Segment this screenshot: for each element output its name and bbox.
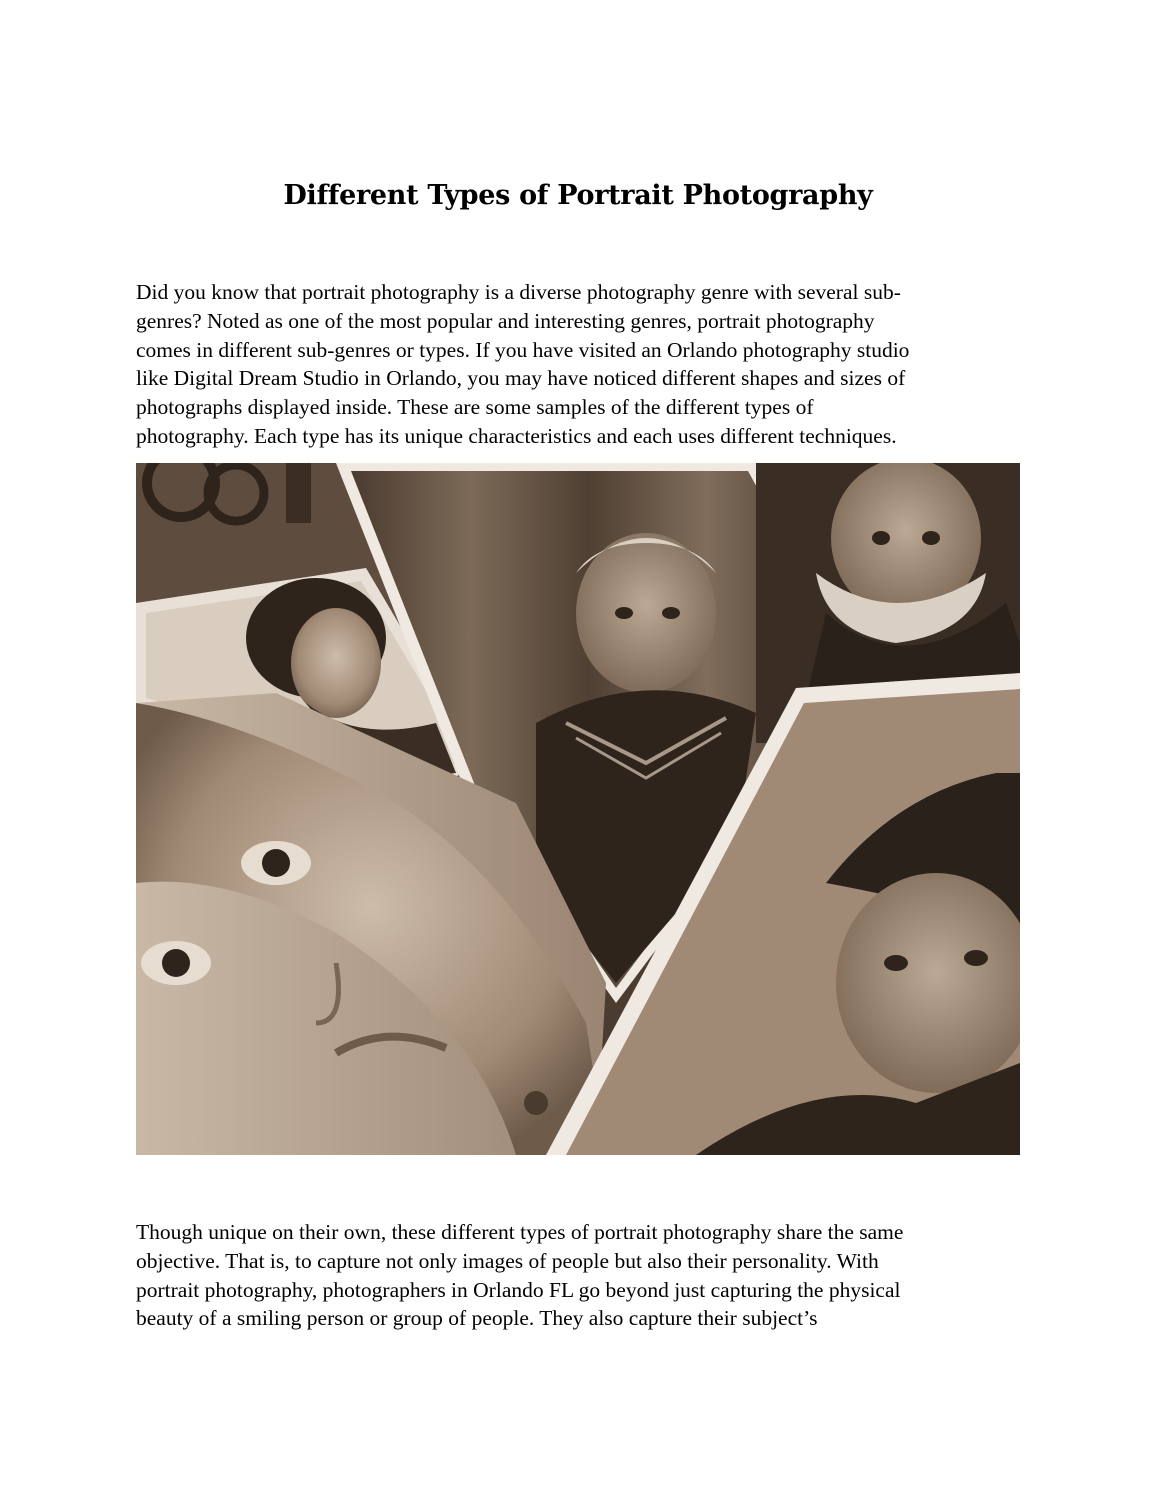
paragraph-line: like Digital Dream Studio in Orlando, you may have noticed different shapes and sizes of [136,366,906,391]
paragraph-line: Did you know that portrait photography is a diverse photography genre with several sub- [136,280,901,304]
paragraph-line: beauty of a smiling person or group of people. They also capture their subject’s [136,1306,818,1331]
body-paragraph [136,1218,1021,1333]
page-title: Different Types of Portrait Photography [283,180,873,211]
paragraph-line: genres? Noted as one of the most popular and interesting genres, portrait photography [136,308,875,333]
paragraph-line: Though unique on their own, these different types of portrait photography share the same [136,1220,904,1244]
paragraph-line: objective. That is, to capture not only images of people but also their personality. With [136,1248,879,1273]
paragraph-line: photography. Each type has its unique characteristics and each uses different techniques. [136,423,897,448]
vintage-portraits-photo [136,463,1020,1155]
paragraph-line: photographs displayed inside. These are some samples of the different types of [136,395,814,420]
paragraph-line: comes in different sub-genres or types. If you have visited an Orlando photography studio [136,337,910,362]
paragraph-line: portrait photography, photographers in Orlando FL go beyond just capturing the physical [136,1277,901,1302]
intro-paragraph [136,278,1021,451]
